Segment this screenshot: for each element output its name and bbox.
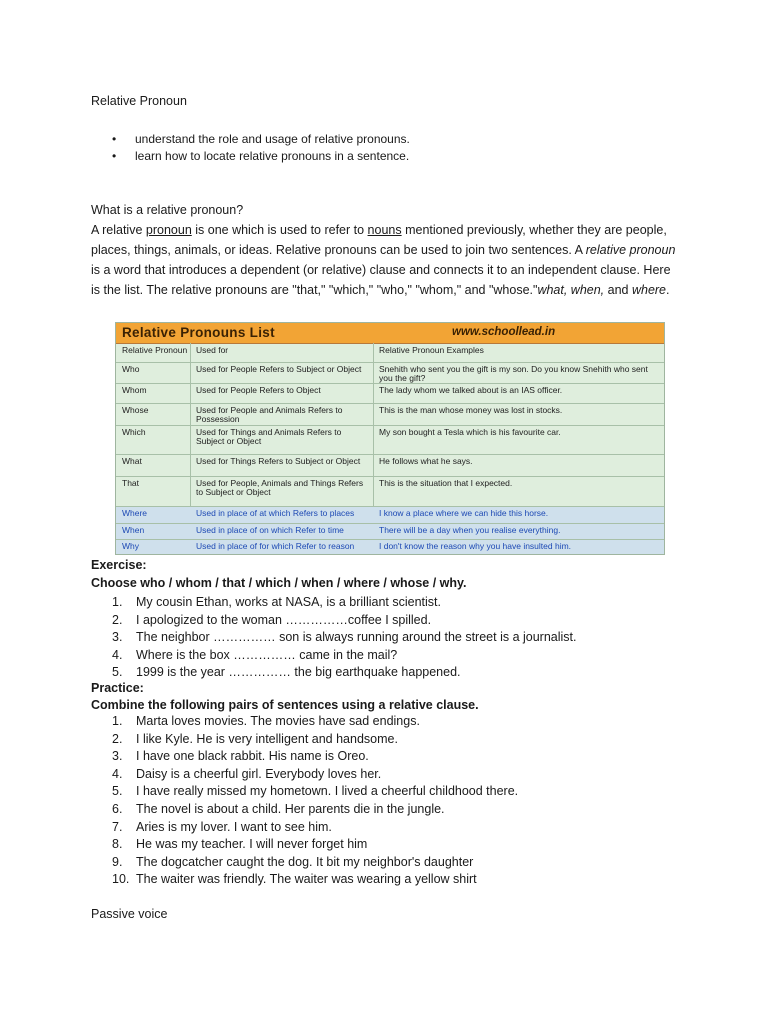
relative-pronouns-table (115, 322, 665, 555)
list-item: 5. 1999 is the year …………… the big earthquake happened. (112, 665, 461, 680)
pronoun-cell: Why (122, 541, 139, 551)
list-item: 3. I have one black rabbit. His name is Oreo. (112, 749, 369, 764)
used-for-cell: Used for Things and Animals Refers to Subject or Object (196, 427, 342, 446)
table-header-row (116, 344, 664, 363)
list-item: 1. Marta loves movies. The movies have sad endings. (112, 714, 420, 728)
table-row (116, 524, 664, 540)
definition-heading: What is a relative pronoun? (91, 203, 244, 217)
example-cell: I don't know the reason why you have insulted him. (379, 541, 572, 551)
table-site: www.schoollead.in (452, 326, 556, 338)
definition-paragraph: A relative pronoun is one which is used to refer to nouns mentioned previously, whether they are people, places, things, animals, or ideas. Relative pronouns can be used to join two sentences. A relative pronoun is a word that introduces a dependent (or relative) clause and connects it to an independent clause. Here is the list. The relative pronouns are "that," "which," "who," "whom," and "whose."what, when, and where. (91, 223, 676, 297)
pronoun-cell: What (122, 456, 142, 466)
used-for-cell: Used for People and Animals Refers to Possession (196, 405, 343, 424)
list-item: 10. The waiter was friendly. The waiter was wearing a yellow shirt (112, 872, 477, 887)
table-row (116, 455, 664, 477)
list-item: 4. Where is the box …………… came in the mail? (112, 647, 398, 662)
objective-item: • understand the role and usage of relative pronouns. (112, 131, 410, 148)
table-row (116, 540, 664, 554)
practice-label: Practice: (91, 681, 144, 695)
example-cell: There will be a day when you realise everything. (379, 525, 561, 535)
used-for-cell: Used for People, Animals and Things Refers to Subject or Object (196, 478, 364, 497)
example-cell: I know a place where we can hide this horse. (379, 508, 549, 518)
page-title: Relative Pronoun (91, 94, 187, 108)
used-for-cell: Used in place of at which Refers to places (196, 508, 355, 518)
list-item: 8. He was my teacher. I will never forget him (112, 837, 368, 852)
used-for-cell: Used for Things Refers to Subject or Object (196, 456, 361, 466)
table-row (116, 384, 664, 404)
exercise-label: Exercise: (91, 558, 147, 572)
practice-instruction: Combine the following pairs of sentences using a relative clause. (91, 698, 479, 712)
list-item: 4. Daisy is a cheerful girl. Everybody loves her. (112, 766, 382, 781)
list-item: 6. The novel is about a child. Her parents die in the jungle. (112, 801, 445, 816)
exercise-list (112, 594, 577, 682)
list-item: 2. I like Kyle. He is very intelligent and handsome. (112, 731, 398, 746)
pronoun-cell: When (122, 525, 145, 535)
pronoun-cell: Whose (122, 405, 149, 415)
pronoun-cell: Which (122, 427, 146, 437)
pronoun-cell: Where (122, 508, 148, 518)
section-heading-passive-voice: Passive voice (91, 907, 168, 921)
table-title-bar (116, 323, 664, 344)
pronoun-cell: That (122, 478, 140, 488)
example-cell: Snehith who sent you the gift is my son. Do you know Snehith who sent you the gift? (379, 364, 648, 383)
practice-list (112, 713, 518, 889)
example-cell: This is the situation that I expected. (379, 478, 513, 488)
table-row (116, 507, 664, 524)
table-row (116, 477, 664, 507)
example-cell: My son bought a Tesla which is his favourite car. (379, 427, 561, 437)
example-cell: This is the man whose money was lost in stocks. (379, 405, 563, 415)
table-title: Relative Pronouns List (122, 325, 275, 340)
list-item: 3. The neighbor …………… son is always running around the street is a journalist. (112, 630, 577, 645)
list-item: 2. I apologized to the woman ……………coffee I spilled. (112, 612, 432, 627)
used-for-cell: Used for People Refers to Object (196, 385, 321, 395)
list-item: 7. Aries is my lover. I want to see him. (112, 819, 332, 834)
header-cell: Relative Pronoun Examples (379, 345, 484, 355)
pronoun-cell: Who (122, 364, 140, 374)
example-cell: He follows what he says. (379, 456, 473, 466)
header-cell: Used for (196, 345, 229, 355)
exercise-instruction: Choose who / whom / that / which / when / where / whose / why. (91, 576, 467, 590)
used-for-cell: Used in place of on which Refer to time (196, 525, 344, 535)
list-item: 9. The dogcatcher caught the dog. It bit my neighbor's daughter (112, 854, 474, 869)
table-row (116, 363, 664, 384)
used-for-cell: Used for People Refers to Subject or Object (196, 364, 362, 374)
table-row (116, 426, 664, 455)
list-item: 5. I have really missed my hometown. I lived a cheerful childhood there. (112, 784, 519, 799)
example-cell: The lady whom we talked about is an IAS officer. (379, 385, 563, 395)
list-item: 1. My cousin Ethan, works at NASA, is a brilliant scientist. (112, 595, 441, 609)
table-row (116, 404, 664, 426)
pronoun-cell: Whom (122, 385, 147, 395)
objective-item: • learn how to locate relative pronouns in a sentence. (112, 148, 410, 165)
header-cell: Relative Pronoun (122, 345, 188, 355)
used-for-cell: Used in place of for which Refer to reason (196, 541, 355, 551)
objectives-list (112, 131, 410, 165)
